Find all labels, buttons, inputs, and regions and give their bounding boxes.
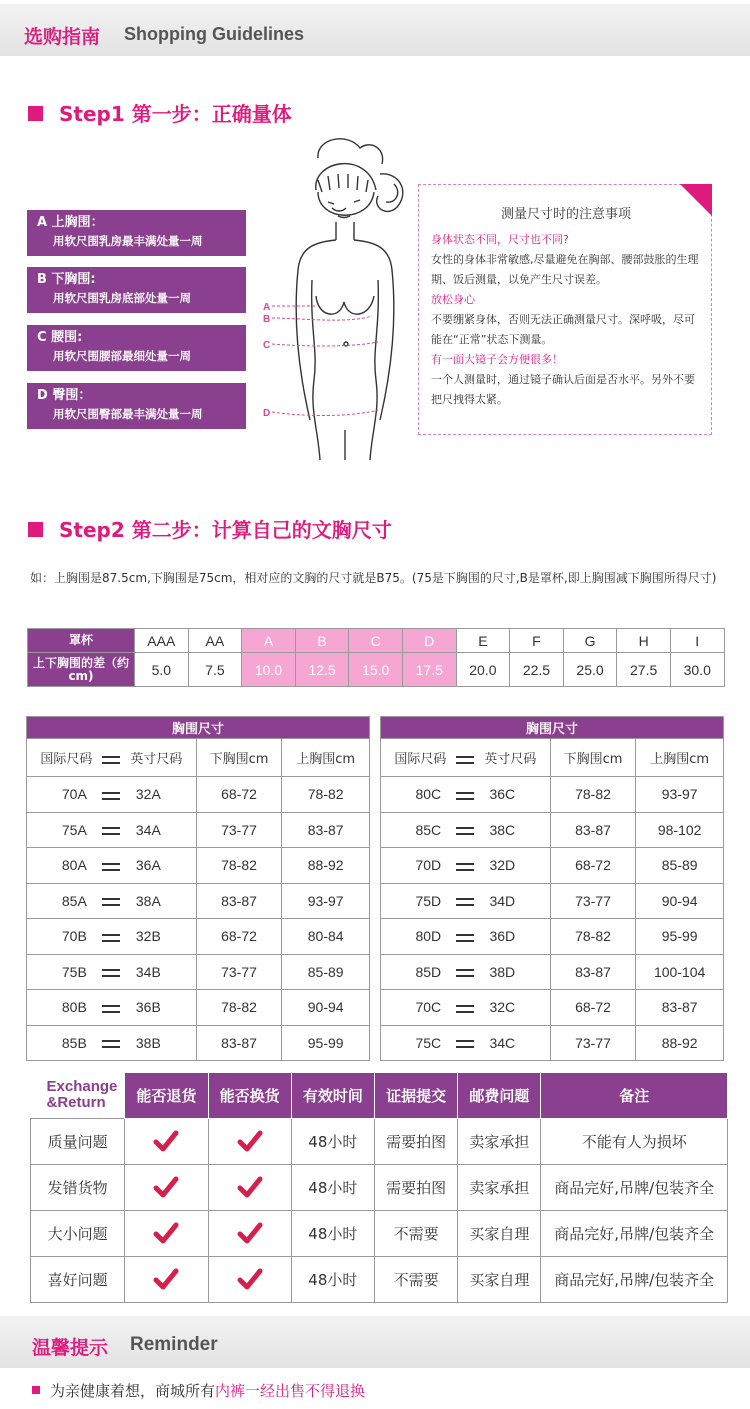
over-bust-cell: 83-87 (636, 990, 724, 1026)
cup-cell: AAA (135, 629, 189, 653)
size-code-cell: 70A 32A (27, 777, 197, 813)
size-code-cell: 85A 38A (27, 883, 197, 919)
size-table-row (381, 990, 724, 1026)
size-table-row (381, 812, 724, 848)
cup-size-table (27, 628, 725, 687)
size-table-row (27, 990, 370, 1026)
size-code-cell: 75A 34A (27, 812, 197, 848)
diff-cell: 20.0 (456, 653, 510, 687)
step2-title: Step2 第二步：计算自己的文胸尺寸 (28, 514, 392, 543)
bullet-square-icon (32, 1386, 40, 1394)
size-code-cell: 75D 34D (381, 883, 551, 919)
size-code-cell: 70B 32B (27, 919, 197, 955)
remark-cell: 商品完好,吊牌/包装齐全 (541, 1165, 728, 1211)
notes-title: 测量尺寸时的注意事项 (500, 207, 631, 222)
cup-cell: F (510, 629, 564, 653)
equals-icon (456, 756, 474, 764)
under-bust-cell: 68-72 (550, 990, 636, 1026)
under-bust-cell: 73-77 (196, 812, 282, 848)
body-figure-illustration (258, 130, 418, 460)
remark-cell: 商品完好,吊牌/包装齐全 (541, 1211, 728, 1257)
valid-time-cell: 48小时 (291, 1211, 374, 1257)
reminder-text: 为亲健康着想，商城所有内裤一经出售不得退换 (32, 1380, 365, 1401)
size-header-over: 上胸围cm (636, 739, 724, 777)
under-bust-cell: 78-82 (196, 848, 282, 884)
exchange-return-logo: Exchange &Return (31, 1073, 125, 1119)
size-table-row (27, 812, 370, 848)
cup-row-header: 罩杯 (28, 629, 135, 653)
figure-letter-c: C (263, 340, 271, 351)
valid-time-cell: 48小时 (291, 1165, 374, 1211)
step2-intro-text: 如：上胸围是87.5cm,下胸围是75cm，相对应的文胸的尺寸就是B75。(75是下胸围的尺寸,B是罩杯,即上胸围减下胸围所得尺寸) (30, 571, 717, 585)
issue-label-cell: 质量问题 (31, 1119, 125, 1165)
size-code-cell: 70D 32D (381, 848, 551, 884)
under-bust-cell: 78-82 (550, 777, 636, 813)
issue-label-cell: 喜好问题 (31, 1257, 125, 1303)
return-allowed-cell (125, 1165, 208, 1211)
figure-letter-a: A (263, 302, 271, 313)
diff-cell: 30.0 (670, 653, 724, 687)
under-bust-cell: 83-87 (550, 812, 636, 848)
over-bust-cell: 88-92 (636, 1025, 724, 1061)
notes-paragraph-1: 女性的身体非常敏感,尽量避免在胸部、腰部鼓胀的生理期、饭后测量，以免产生尺寸误差。 (431, 253, 699, 286)
diff-cell: 5.0 (135, 653, 189, 687)
size-table-row (381, 1025, 724, 1061)
size-code-cell: 75C 34C (381, 1025, 551, 1061)
cup-cell: D (402, 629, 456, 653)
over-bust-cell: 98-102 (636, 812, 724, 848)
remark-cell: 商品完好,吊牌/包装齐全 (541, 1257, 728, 1303)
cup-cell: E (456, 629, 510, 653)
equals-icon (456, 1005, 474, 1013)
equals-icon (456, 1040, 474, 1048)
check-icon (237, 1267, 263, 1293)
diff-cell: 27.5 (617, 653, 671, 687)
size-table-row (27, 919, 370, 955)
size-code-cell: 80A 36A (27, 848, 197, 884)
diff-cell: 22.5 (510, 653, 564, 687)
exchange-header-cell: 能否退货 (125, 1073, 208, 1119)
postage-cell: 卖家承担 (458, 1119, 541, 1165)
postage-cell: 卖家承担 (458, 1165, 541, 1211)
bullet-square-icon (28, 106, 43, 121)
postage-cell: 买家自理 (458, 1211, 541, 1257)
measure-label-c: C 腰围: 用软尺围腰部最细处量一周 (27, 325, 246, 371)
equals-icon (456, 827, 474, 835)
equals-icon (102, 898, 120, 906)
equals-icon (102, 1005, 120, 1013)
size-table-row (27, 883, 370, 919)
over-bust-cell: 95-99 (282, 1025, 370, 1061)
valid-time-cell: 48小时 (291, 1119, 374, 1165)
postage-cell: 买家自理 (458, 1257, 541, 1303)
cup-cell: I (670, 629, 724, 653)
size-code-cell: 85C 38C (381, 812, 551, 848)
figure-letter-d: D (263, 408, 271, 419)
diff-cell: 7.5 (188, 653, 242, 687)
shopping-guide-header (0, 4, 750, 56)
issue-label-cell: 发错货物 (31, 1165, 125, 1211)
under-bust-cell: 73-77 (550, 1025, 636, 1061)
size-table-row (27, 954, 370, 990)
check-icon (153, 1175, 179, 1201)
reminder-header (0, 1316, 750, 1368)
size-header-under: 下胸围cm (196, 739, 282, 777)
reminder-title-cn: 温馨提示 (32, 1337, 109, 1359)
figure-letter-b: B (263, 314, 271, 325)
cup-cell: A (242, 629, 296, 653)
size-table-caption: 胸围尺寸 (27, 717, 370, 739)
size-code-cell: 85B 38B (27, 1025, 197, 1061)
over-bust-cell: 90-94 (282, 990, 370, 1026)
equals-icon (102, 756, 120, 764)
equals-icon (456, 898, 474, 906)
over-bust-cell: 83-87 (282, 812, 370, 848)
size-table-row (27, 777, 370, 813)
equals-icon (456, 863, 474, 871)
check-icon (153, 1267, 179, 1293)
evidence-cell: 不需要 (374, 1211, 457, 1257)
notes-paragraph-3: 一个人测量时，通过镜子确认后面是否水平。另外不要把尺拽得太紧。 (431, 373, 695, 406)
exchange-table-row (31, 1257, 728, 1303)
cup-cell: AA (188, 629, 242, 653)
over-bust-cell: 95-99 (636, 919, 724, 955)
cup-cell: H (617, 629, 671, 653)
under-bust-cell: 78-82 (196, 990, 282, 1026)
under-bust-cell: 83-87 (550, 954, 636, 990)
over-bust-cell: 93-97 (636, 777, 724, 813)
check-icon (237, 1221, 263, 1247)
diff-cell: 15.0 (349, 653, 403, 687)
return-allowed-cell (125, 1257, 208, 1303)
measure-label-b: B 下胸围: 用软尺围乳房底部处量一周 (27, 267, 246, 313)
evidence-cell: 不需要 (374, 1257, 457, 1303)
equals-icon (456, 969, 474, 977)
over-bust-cell: 93-97 (282, 883, 370, 919)
exchange-header-cell: 备注 (541, 1073, 728, 1119)
size-table-row (381, 777, 724, 813)
notes-paragraph-2: 不要绷紧身体，否则无法正确测量尺寸。深呼吸，尽可能在“正常”状态下测量。 (431, 313, 695, 346)
return-allowed-cell (125, 1119, 208, 1165)
cup-cell: B (295, 629, 349, 653)
diff-cell: 10.0 (242, 653, 296, 687)
under-bust-cell: 68-72 (550, 848, 636, 884)
evidence-cell: 需要拍图 (374, 1119, 457, 1165)
exchange-allowed-cell (208, 1211, 291, 1257)
cup-cell: C (349, 629, 403, 653)
under-bust-cell: 68-72 (196, 777, 282, 813)
check-icon (153, 1221, 179, 1247)
notes-heading-3: 有一面大镜子会方便很多！ (431, 353, 563, 366)
over-bust-cell: 85-89 (282, 954, 370, 990)
over-bust-cell: 85-89 (636, 848, 724, 884)
under-bust-cell: 83-87 (196, 883, 282, 919)
exchange-table-row (31, 1211, 728, 1257)
size-header-over: 上胸围cm (282, 739, 370, 777)
under-bust-cell: 83-87 (196, 1025, 282, 1061)
notes-heading-1: 身体状态不同，尺寸也不同? (431, 233, 569, 246)
size-code-cell: 80D 36D (381, 919, 551, 955)
check-icon (237, 1129, 263, 1155)
measure-label-a: A 上胸围： 用软尺围乳房最丰满处量一周 (27, 210, 246, 256)
exchange-header-cell: 邮费问题 (458, 1073, 541, 1119)
reminder-title-en: Reminder (130, 1334, 218, 1355)
equals-icon (102, 934, 120, 942)
under-bust-cell: 73-77 (196, 954, 282, 990)
over-bust-cell: 80-84 (282, 919, 370, 955)
measure-label-d: D 臀围： 用软尺围臀部最丰满处量一周 (27, 383, 246, 429)
size-code-cell: 75B 34B (27, 954, 197, 990)
size-code-cell: 70C 32C (381, 990, 551, 1026)
size-code-cell: 80B 36B (27, 990, 197, 1026)
check-icon (237, 1175, 263, 1201)
diff-cell: 12.5 (295, 653, 349, 687)
size-table-row (381, 848, 724, 884)
exchange-header-cell: 能否换货 (208, 1073, 291, 1119)
cup-cell: G (563, 629, 617, 653)
equals-icon (102, 827, 120, 835)
size-code-cell: 85D 38D (381, 954, 551, 990)
diff-row-header: 上下胸围的差（约cm) (28, 653, 135, 687)
size-table-row (381, 954, 724, 990)
exchange-table-row (31, 1165, 728, 1211)
check-icon (153, 1129, 179, 1155)
exchange-header-cell: 证据提交 (374, 1073, 457, 1119)
diff-cell: 17.5 (402, 653, 456, 687)
over-bust-cell: 88-92 (282, 848, 370, 884)
size-table-row (381, 919, 724, 955)
size-table-right (380, 716, 724, 1061)
equals-icon (102, 969, 120, 977)
exchange-table-row (31, 1119, 728, 1165)
size-header-intl-inch: 国际尺码 英寸尺码 (381, 739, 551, 777)
size-header-intl-inch: 国际尺码 英寸尺码 (27, 739, 197, 777)
reminder-highlight: 内裤一经出售不得退换 (215, 1382, 366, 1400)
exchange-allowed-cell (208, 1165, 291, 1211)
issue-label-cell: 大小问题 (31, 1211, 125, 1257)
equals-icon (456, 934, 474, 942)
exchange-return-table (30, 1072, 728, 1303)
header-title-en: Shopping Guidelines (124, 24, 304, 44)
size-table-row (27, 848, 370, 884)
notes-heading-2: 放松身心 (431, 293, 475, 306)
exchange-allowed-cell (208, 1257, 291, 1303)
return-allowed-cell (125, 1211, 208, 1257)
size-table-row (27, 1025, 370, 1061)
size-header-under: 下胸围cm (550, 739, 636, 777)
corner-triangle-icon (680, 184, 712, 216)
size-table-left (26, 716, 370, 1061)
exchange-allowed-cell (208, 1119, 291, 1165)
diff-cell: 25.0 (563, 653, 617, 687)
equals-icon (102, 1040, 120, 1048)
under-bust-cell: 68-72 (196, 919, 282, 955)
bullet-square-icon (28, 522, 43, 537)
size-table-caption: 胸围尺寸 (381, 717, 724, 739)
equals-icon (456, 792, 474, 800)
equals-icon (102, 863, 120, 871)
valid-time-cell: 48小时 (291, 1257, 374, 1303)
step1-title: Step1 第一步：正确量体 (28, 98, 292, 127)
header-title-cn: 选购指南 (24, 26, 101, 48)
evidence-cell: 需要拍图 (374, 1165, 457, 1211)
under-bust-cell: 78-82 (550, 919, 636, 955)
equals-icon (102, 792, 120, 800)
over-bust-cell: 90-94 (636, 883, 724, 919)
over-bust-cell: 100-104 (636, 954, 724, 990)
over-bust-cell: 78-82 (282, 777, 370, 813)
size-code-cell: 80C 36C (381, 777, 551, 813)
size-table-row (381, 883, 724, 919)
exchange-header-cell: 有效时间 (291, 1073, 374, 1119)
remark-cell: 不能有人为损坏 (541, 1119, 728, 1165)
measurement-notes-box (418, 184, 712, 435)
under-bust-cell: 73-77 (550, 883, 636, 919)
